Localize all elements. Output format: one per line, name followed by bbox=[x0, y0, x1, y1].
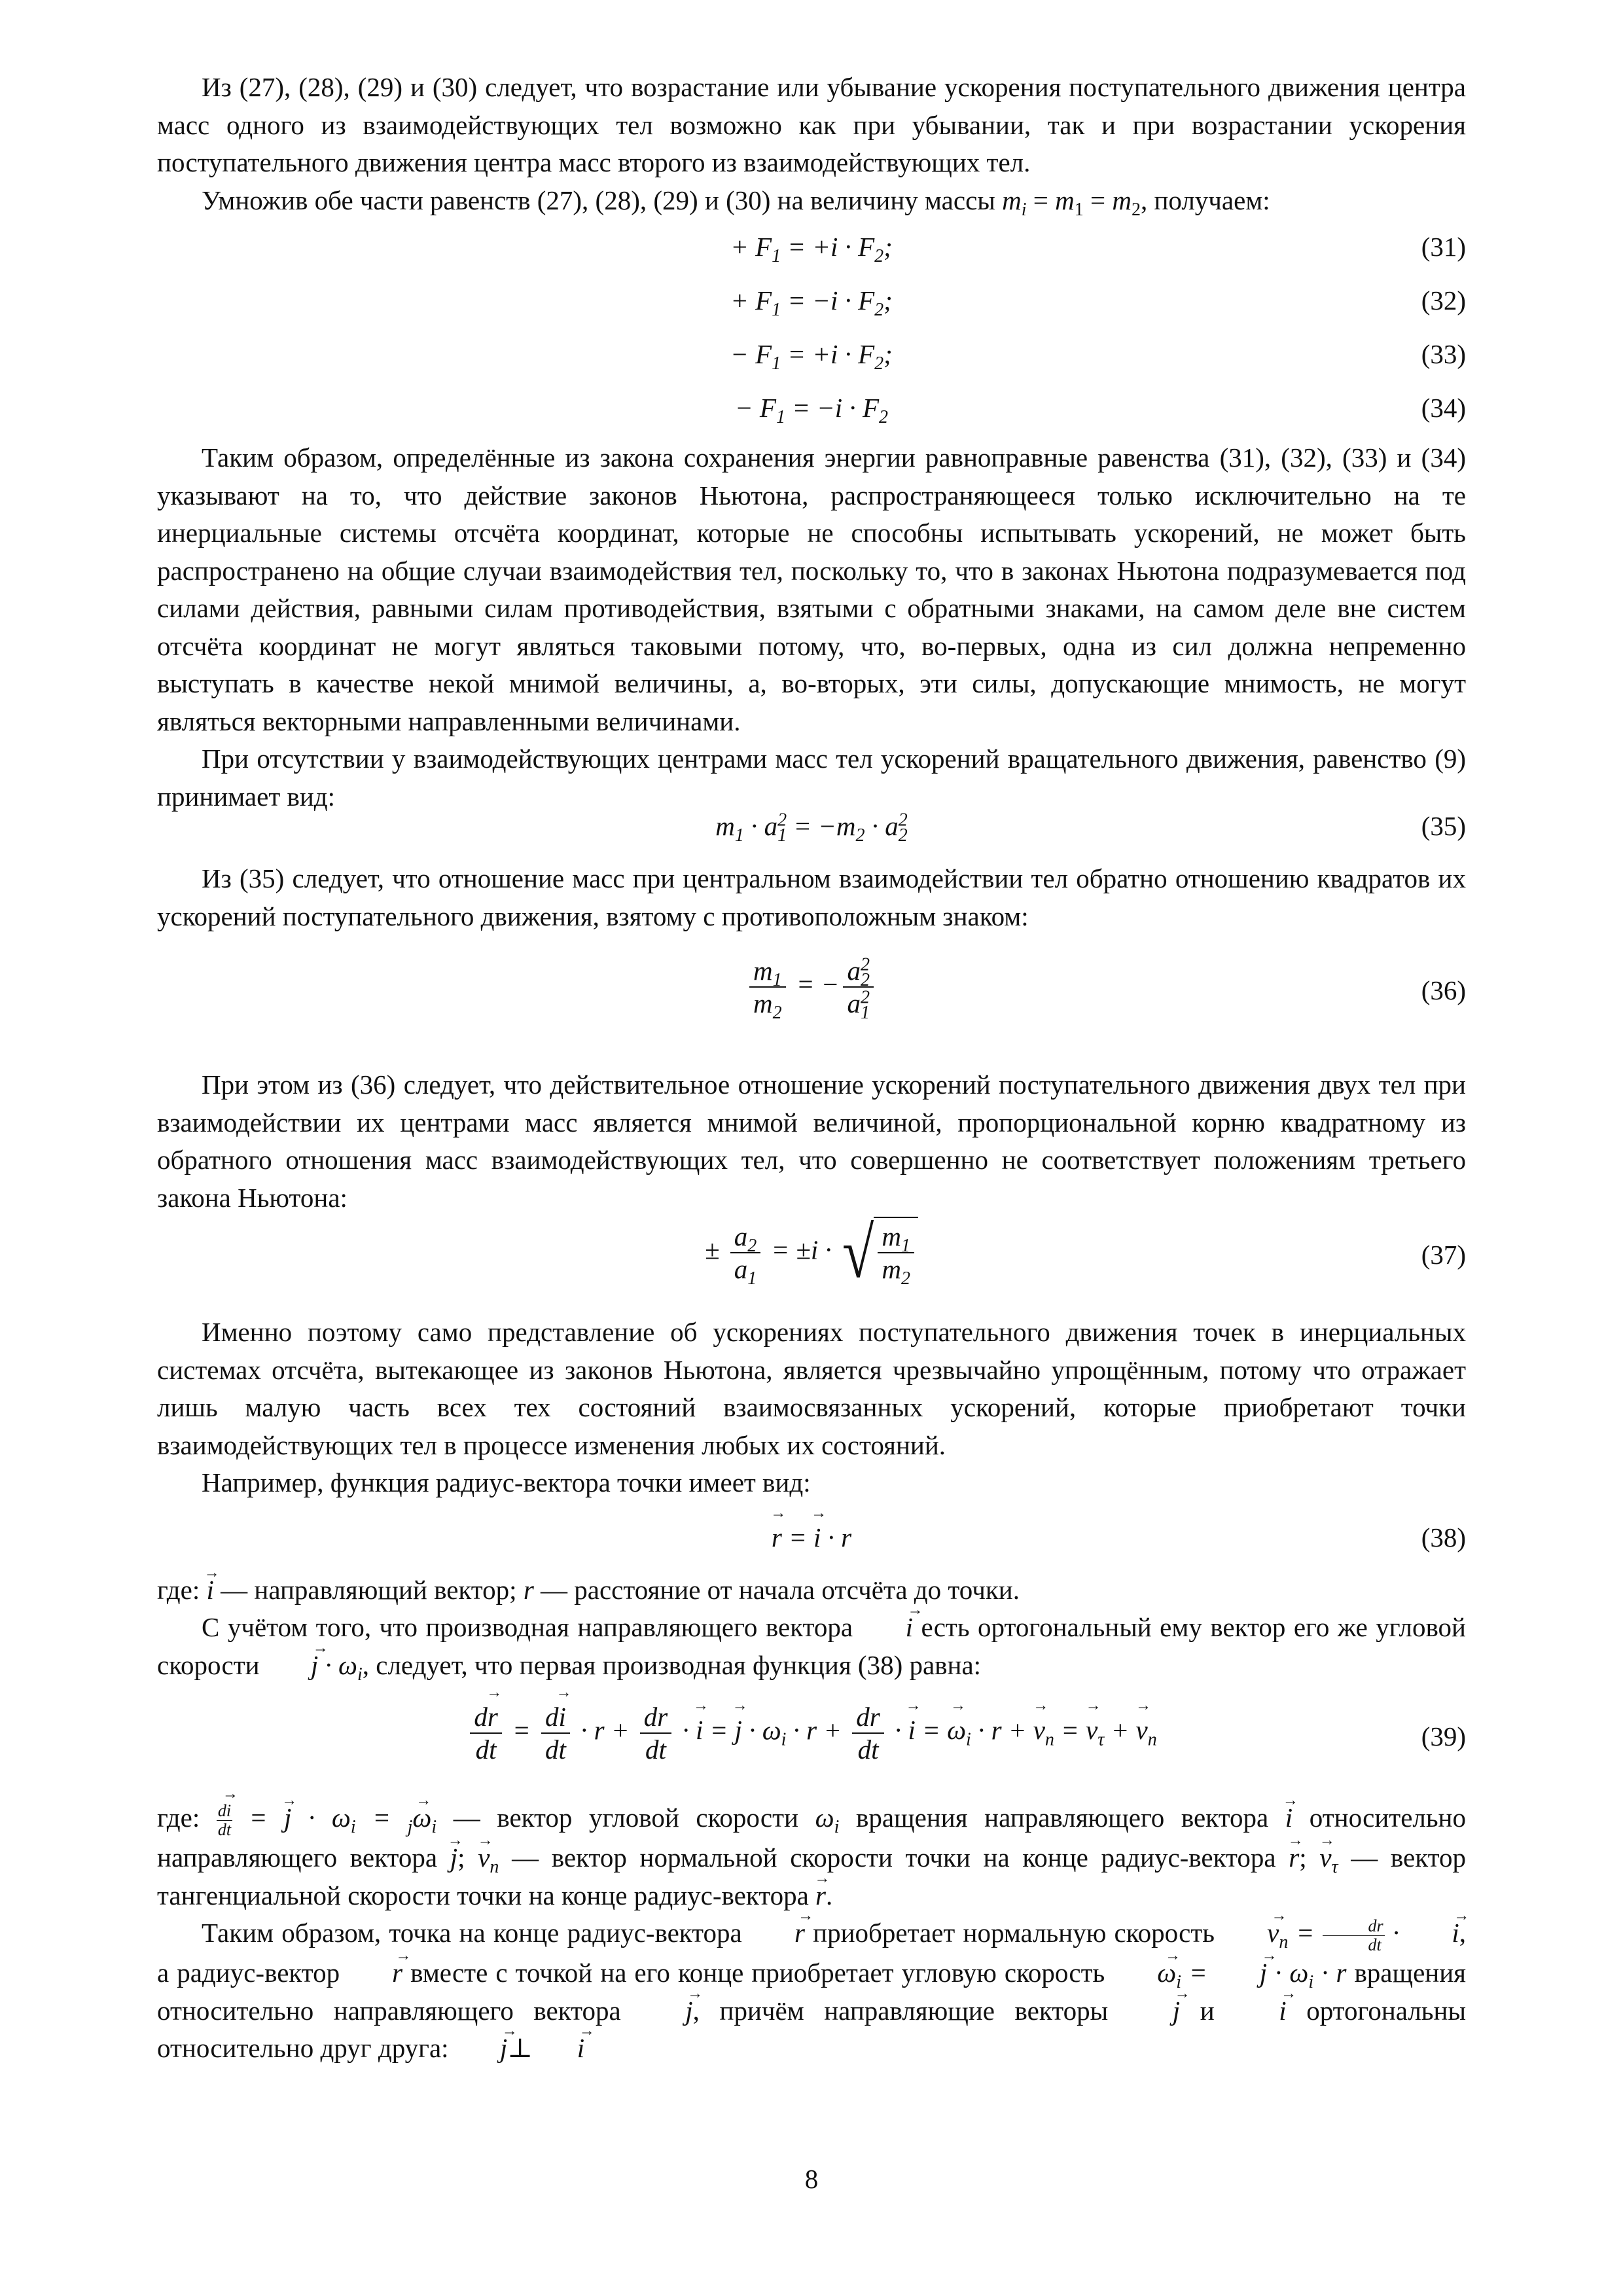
paragraph-11-text-c: вращения направляющего вектора bbox=[839, 1803, 1285, 1833]
paragraph-11-text-d: относительно направляющего вектора bbox=[157, 1803, 1466, 1873]
paragraph-4: При отсутствии у взаимодействующих центрами масс тел ускорений вращательного движения, равенство (9) принимает вид: bbox=[157, 744, 1466, 812]
paragraph-2: Умножив обе части равенств (27), (28), (29) и (30) на величину массы $m_i = m_1 = m_2$, получаем: bbox=[202, 185, 1270, 220]
paragraph-11-text-e: — вектор нормальной скорости точки на конце радиус-вектора bbox=[499, 1842, 1289, 1873]
paragraph-11-text-f: — вектор тангенциальной скорости точки на конце радиус-вектора bbox=[157, 1842, 1466, 1910]
equation-number-38: (38) bbox=[1421, 1522, 1466, 1552]
equation-number-37: (37) bbox=[1421, 1240, 1466, 1270]
paragraph-10-text-a: С учётом того, что производная направляющего вектора bbox=[202, 1612, 861, 1642]
equation-34: − $F_1 = -i \cdot F_2$ (34) bbox=[735, 393, 1466, 428]
paragraph-12-text-e: вращения относительно направляющего вектора bbox=[157, 1958, 1467, 2026]
paragraph-6: При этом из (36) следует, что действительное отношение ускорений поступательного движения двух тел при взаимодействии их центрами масс является мнимой величиной, пропорциональной корню квадратному из обратного отношения масс взаимодействующих тел, что совершенно не соответствует положениям третьего закона Ньютона: bbox=[157, 1069, 1466, 1213]
equation-37: ± $\frac{a_2}{a_1}$ = ±i · √ $\frac{m_1}{m_2}$ (37) bbox=[704, 1213, 1466, 1293]
paragraph-10: С учётом того, что производная направляющего вектора → i есть ортогональный ему вектор его же угловой скорости → $j \cdot \omega_i$, следует, что первая производная функция (38) равна: bbox=[157, 1609, 1466, 1684]
paragraph-10-text-b: есть ортогональный ему вектор его же угловой скорости bbox=[157, 1612, 1466, 1680]
equation-33: − $F_1 = +i \cdot F_2$; (33) bbox=[730, 339, 1466, 374]
paragraph-9-text-c: — расстояние от начала отсчёта до точки. bbox=[533, 1574, 1020, 1605]
paragraph-12: Таким образом, точка на конце радиус-вектора → r приобретает нормальную скорость → $v_n$ = $\frac{dr}{dt}$ · → i, а радиус-вектор → r вместе с точкой на его конце приобретает угловую скорость → $\omega_i$ = → $j \cdot \omega_i \cdot r$ вращения относительно направляющего вектора → j, причём направляющие векторы → j и → i ортогональны относительно друг друга: → j⊥→ i bbox=[157, 1914, 1466, 2068]
paragraph-12-text-b: приобретает нормальную скорость bbox=[804, 1918, 1223, 1948]
paragraph-12-text-h: ортогональны относительно друг друга: bbox=[157, 1995, 1466, 2064]
paragraph-5: Из (35) следует, что отношение масс при центральном взаимодействии тел обратно отношению квадратов их ускорений поступательного движения, взятому с противоположным знаком: bbox=[157, 863, 1466, 931]
equation-number-32: (32) bbox=[1421, 285, 1466, 315]
paragraph-11-text-a: где: bbox=[157, 1803, 217, 1833]
page-number: 8 bbox=[804, 2164, 819, 2194]
paragraph-2-text-b: , получаем: bbox=[1140, 185, 1270, 215]
page-content bbox=[157, 69, 1466, 2229]
equation-number-33: (33) bbox=[1421, 339, 1466, 369]
equation-number-39: (39) bbox=[1421, 1721, 1466, 1751]
equation-32: + $F_1 = -i \cdot F_2$; (32) bbox=[730, 285, 1466, 321]
paragraph-9: где: → i — направляющий вектор; r — расстояние от начала отсчёта до точки. bbox=[157, 1571, 1466, 1609]
equation-31: + $F_1 = +i \cdot F_2$; (31) bbox=[730, 232, 1466, 267]
paragraph-11: где: $\frac{d\to i}{dt}$ = → $j \cdot \omega_i = _j\to \omega_i$ — вектор угловой скорости $\omega_i$ вращения направляющего вектора → i относительно направляющего вектора → j; → $v_n$ — вектор нормальной скорости точки на конце радиус-вектора → r; → $v_\tau$ — вектор тангенциальной скорости точки на конце радиус-вектора → r. bbox=[157, 1799, 1466, 1914]
equation-35: $m_1 \cdot a^2_1 = -m_2 \cdot a^2_2$ (35) bbox=[715, 810, 1466, 846]
equation-number-31: (31) bbox=[1421, 232, 1466, 262]
paragraph-11-text-b: — вектор угловой скорости bbox=[437, 1803, 815, 1833]
paragraph-7: Именно поэтому само представление об ускорениях поступательного движения точек в инерциальных системах отсчёта, вытекающее из законов Ньютона, является чрезвычайно упрощённым, потому что отражает лишь малую часть всех тех состояний взаимосвязанных ускорений, которые приобретают точки взаимодействующих тел в процессе изменения любых их состояний. bbox=[157, 1317, 1466, 1460]
paragraph-1: Из (27), (28), (29) и (30) следует, что возрастание или убывание ускорения поступательного движения центра масс одного из взаимодействующих тел возможно как при убывании, так и при возрастании ускорения поступательного движения центра масс второго из взаимодействующих тел. bbox=[157, 72, 1466, 177]
paragraph-12-text-a: Таким образом, точка на конце радиус-вектора bbox=[202, 1918, 750, 1948]
paragraph-12-text-g: и bbox=[1180, 1995, 1235, 2026]
paragraph-9-text-a: где: bbox=[157, 1574, 207, 1605]
paragraph-12-text-f: , причём направляющие векторы bbox=[692, 1995, 1128, 2026]
paragraph-3: Таким образом, определённые из закона сохранения энергии равноправные равенства (31), (32), (33) и (34) указывают на то, что действие законов Ньютона, распространяющееся только исключительно на те инерциальные системы отсчёта координат, которые не способны испытывать ускорений, не может быть распространено на общие случаи взаимодействия тел, поскольку то, что в законах Ньютона подразумевается под силами действия, равными силам противодействия, взятыми с обратными знаками, на самом деле вне систем отсчёта координат не могут являться таковыми потому, что, во-первых, одна из сил должна непременно выступать в качестве некой мнимой величины, а, во-вторых, эти силы, допускающие мнимость, не могут являться векторными направленными величинами. bbox=[157, 442, 1466, 736]
paragraph-8: Например, функция радиус-вектора точки имеет вид: bbox=[202, 1467, 811, 1498]
equation-39: $\frac{d\to r}{dt}$ = $\frac{d\to i}{dt}$ · r + $\frac{dr}{dt}$ · → i = → $j \cdot \omega_i \cdot r$ + $\frac{dr}{dt}$ · → i = → $\omega_i \cdot r$ + → $v_n$ = → $v_\tau$ + → $v_n$ (39) bbox=[157, 1695, 1466, 1786]
equation-number-35: (35) bbox=[1421, 811, 1466, 841]
paragraph-12-text-d: вместе с точкой на его конце приобретает угловую скорость bbox=[402, 1958, 1113, 1988]
equation-38: → r = → i · r (38) bbox=[157, 1522, 1466, 1561]
paragraph-2-text-a: Умножив обе части равенств (27), (28), (29) и (30) на величину массы bbox=[202, 185, 1003, 215]
equation-36: $\frac{m_1}{m_2}$ = − $\frac{a^2_2}{a^2_1}$ (36) bbox=[157, 948, 1466, 1047]
paragraph-9-text-b: — направляющий вектор; bbox=[213, 1574, 524, 1605]
equation-number-36: (36) bbox=[1421, 975, 1466, 1005]
paragraph-10-text-c: , следует, что первая производная функция (38) равна: bbox=[362, 1649, 982, 1680]
equation-number-34: (34) bbox=[1421, 393, 1466, 423]
paragraph-12-text-c: , а радиус-вектор bbox=[157, 1918, 1467, 1988]
